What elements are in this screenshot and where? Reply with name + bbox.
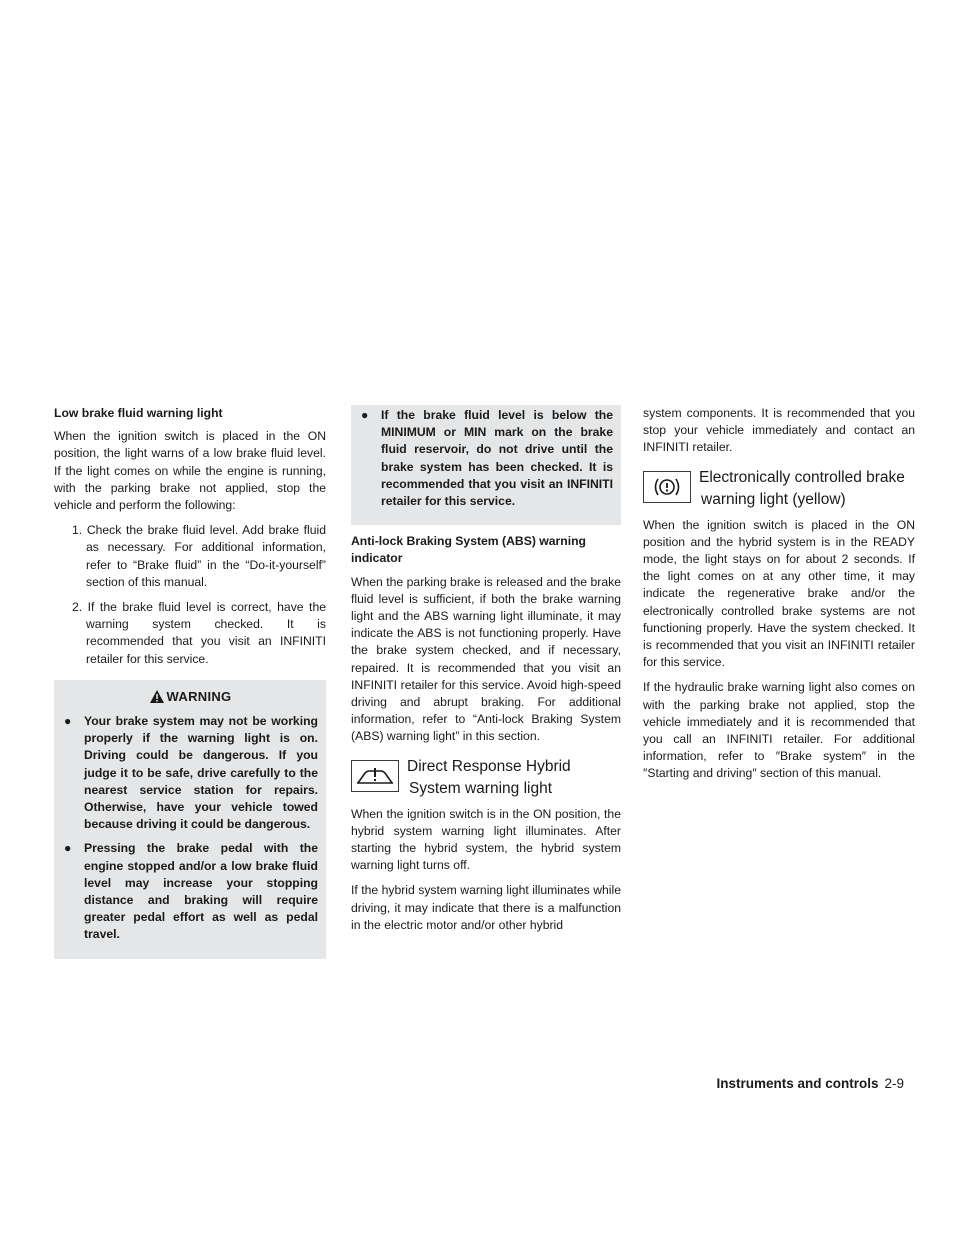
hybrid-heading-line2: System warning light bbox=[409, 779, 553, 797]
page-footer bbox=[716, 1076, 904, 1091]
low-brake-fluid-heading: Low brake fluid warning light bbox=[54, 406, 223, 420]
ecb-heading-line1: Electronically controlled brake bbox=[699, 468, 905, 486]
abs-heading: Anti-lock Braking System (ABS) warning indicator bbox=[351, 534, 586, 566]
warning-title: WARNING bbox=[62, 688, 318, 705]
low-brake-fluid-intro: When the ignition switch is placed in the ON position, the light warns of a low brake fluid level. If the light comes on while the engine is running, with the parking brake not applied, stop the vehicle and perform the following: bbox=[54, 429, 326, 513]
hybrid-heading-line1: Direct Response Hybrid bbox=[407, 757, 571, 775]
warning-item: ● Pressing the brake pedal with the engine stopped and/or a low brake fluid level may increase your stopping distance and braking will require greater pedal effort as well as pedal travel. bbox=[64, 841, 318, 942]
procedure-step: 2. If the brake fluid level is correct, have the warning system checked. It is recommended that you visit an INFINITI retailer for this service. bbox=[72, 600, 326, 666]
warning-item: ● Your brake system may not be working properly if the warning light is on. Driving could be dangerous. If you judge it to be safe, drive carefully to the nearest service station for repairs. Otherwise, have your vehicle towed because driving it could be dangerous. bbox=[64, 714, 318, 832]
ecb-heading-line2: warning light (yellow) bbox=[701, 490, 846, 508]
ecb-paragraph-2: If the hydraulic brake warning light also comes on with the parking brake not applied, stop the vehicle immediately and it is recommended that you call an INFINITI retailer. For additional information, refer to ″Brake system″ in the ″Starting and driving″ section of this manual. bbox=[643, 680, 915, 781]
procedure-list bbox=[54, 522, 326, 668]
hybrid-paragraph-1: When the ignition switch is in the ON position, the hybrid system warning light illuminates. After starting the hybrid system, the hybrid system warning light turns off. bbox=[351, 806, 621, 873]
warning-item: ● If the brake fluid level is below the MINIMUM or MIN mark on the brake fluid reservoir, do not drive until the brake system has been checked. It is recommended that you visit an INFINITI retailer for this service. bbox=[361, 408, 613, 509]
warning-box bbox=[54, 680, 326, 959]
hybrid-paragraph-2: If the hybrid system warning light illuminates while driving, it may indicate that there is a malfunction in the electric motor and/or other hybrid bbox=[351, 883, 621, 932]
ecb-warning-heading bbox=[643, 467, 915, 511]
column-middle bbox=[351, 405, 621, 942]
footer-section-title: Instruments and controls bbox=[716, 1076, 879, 1091]
warning-triangle-icon bbox=[149, 689, 165, 704]
electronic-brake-warning-icon bbox=[643, 471, 691, 503]
hybrid-system-warning-icon bbox=[351, 760, 399, 792]
ecb-paragraph-1: When the ignition switch is placed in the ON position and the hybrid system is in the READY mode, the light stays on for about 2 seconds. If the light comes on at any other time, it may indicate the regenerative brake and/or the electronically controlled brake systems are not functioning properly. Have the system checked. It is recommended that you visit an INFINITI retailer for this service. bbox=[643, 517, 915, 670]
procedure-step: 1. Check the brake fluid level. Add brake fluid as necessary. For additional information, refer to “Brake fluid” in the “Do-it-yourself” section of this manual. bbox=[72, 523, 327, 589]
page-number: 2-9 bbox=[884, 1076, 904, 1091]
hybrid-continued-paragraph: system components. It is recommended that you stop your vehicle immediately and contact an INFINITI retailer. bbox=[643, 406, 915, 455]
column-left bbox=[54, 405, 326, 967]
column-right bbox=[643, 405, 915, 791]
warning-box-continued bbox=[351, 405, 621, 525]
hybrid-warning-heading bbox=[351, 756, 621, 800]
abs-paragraph: When the parking brake is released and the brake fluid level is sufficient, if both the brake warning light and the ABS warning light illuminate, it may indicate the ABS is not functioning properly. Have the brake system checked, and if necessary, repaired. It is recommended that you visit an INFINITI retailer for this service. Avoid high-speed driving and abrupt braking. For additional information, refer to “Anti-lock Braking System (ABS) warning light” in this section. bbox=[351, 574, 621, 744]
